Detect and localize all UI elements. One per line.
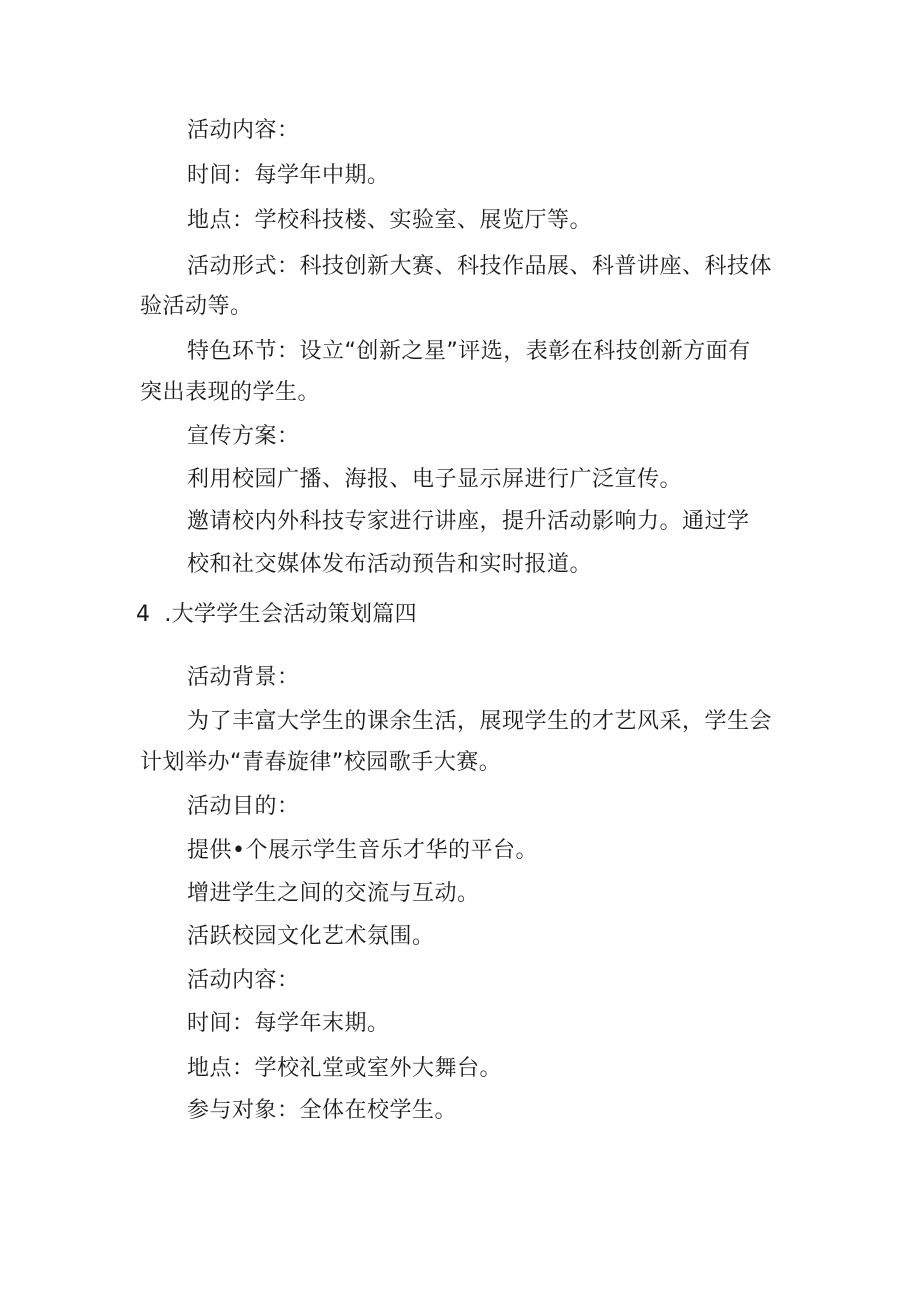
background-line-2: 计划举办“青春旋律”校园歌手大赛。 <box>140 750 502 775</box>
activity-time-2: 时间：每学年末期。 <box>187 1011 390 1036</box>
activity-form-line-2: 验活动等。 <box>140 294 253 319</box>
activity-content-label-2: 活动内容： <box>187 968 300 993</box>
section-title: .大学学生会活动策划篇四 <box>164 602 417 627</box>
activity-form-line-1: 活动形式：科技创新大赛、科技作品展、科普讲座、科技体 <box>187 254 773 279</box>
activity-place-2: 地点：学校礼堂或室外大舞台。 <box>187 1056 503 1081</box>
background-line-1: 为了丰富大学生的课余生活，展现学生的才艺风采，学生会 <box>187 709 773 734</box>
background-label: 活动背景： <box>187 665 300 690</box>
purpose-item-1: 提供•个展示学生音乐才华的平台。 <box>187 838 538 863</box>
section-heading <box>136 600 417 630</box>
feature-line-1: 特色环节：设立“创新之星”评选，表彰在科技创新方面有 <box>187 339 751 364</box>
promotion-item-2-line-2: 校和社交媒体发布活动预告和实时报道。 <box>187 552 593 577</box>
purpose-item-3: 活跃校园文化艺术氛围。 <box>187 924 435 949</box>
promotion-label: 宣传方案： <box>187 424 300 449</box>
activity-time: 时间：每学年中期。 <box>187 163 390 188</box>
promotion-item-1: 利用校园广播、海报、电子显示屏进行广泛宣传。 <box>187 467 683 492</box>
section-number: 4 <box>136 602 151 627</box>
purpose-item-2: 增进学生之间的交流与互动。 <box>187 881 480 906</box>
participants: 参与对象：全体在校学生。 <box>187 1098 458 1123</box>
activity-content-label: 活动内容： <box>187 118 300 143</box>
activity-place: 地点：学校科技楼、实验室、展览厅等。 <box>187 208 593 233</box>
purpose-label: 活动目的： <box>187 794 300 819</box>
feature-line-2: 突出表现的学生。 <box>140 380 321 405</box>
promotion-item-2-line-1: 邀请校内外科技专家进行讲座，提升活动影响力。通过学 <box>187 509 750 534</box>
